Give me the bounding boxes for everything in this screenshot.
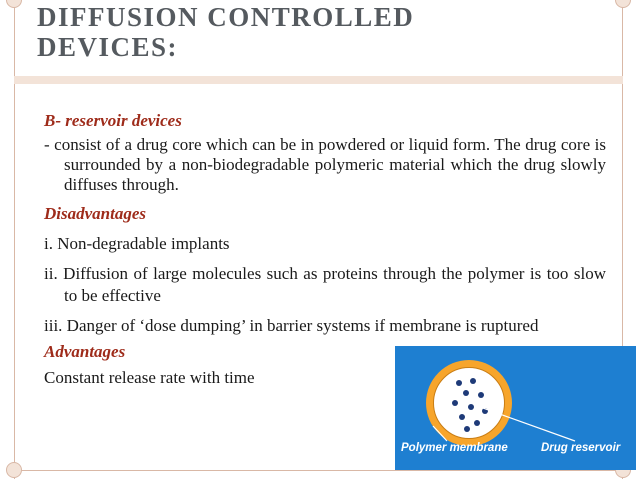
disadvantage-item-3: iii. Danger of ‘dose dumping’ in barrier systems if membrane is ruptured — [44, 316, 539, 335]
description-paragraph: - consist of a drug core which can be in powdered or liquid form. The drug core is surrounded by a non-biodegradable polymeric material which the drug slowly diffuses through. — [44, 135, 606, 194]
reservoir-pointer-line — [483, 408, 575, 441]
advantages-heading: Advantages — [44, 342, 126, 361]
disadvantage-item-2: ii. Diffusion of large molecules such as proteins through the polymer is too slow to be effective — [44, 264, 606, 305]
disadvantages-heading: Disadvantages — [44, 204, 146, 223]
polymer-membrane-label: Polymer membrane — [401, 442, 508, 454]
section-subtitle: B- reservoir devices — [44, 111, 182, 130]
disadvantage-item-1: i. Non-degradable implants — [44, 234, 230, 253]
title-divider-bar — [14, 76, 623, 84]
slide-frame-bottom — [14, 470, 623, 471]
corner-ornament — [6, 462, 22, 478]
membrane-pointer-line — [433, 426, 447, 441]
drug-reservoir-label: Drug reservoir — [541, 442, 621, 454]
slide-title-line-2: DEVICES: — [37, 32, 179, 62]
advantage-item-1: Constant release rate with time — [44, 368, 255, 387]
slide-title — [37, 2, 597, 62]
reservoir-device-diagram — [395, 346, 636, 470]
slide-title-line-1: DIFFUSION CONTROLLED — [37, 2, 415, 32]
